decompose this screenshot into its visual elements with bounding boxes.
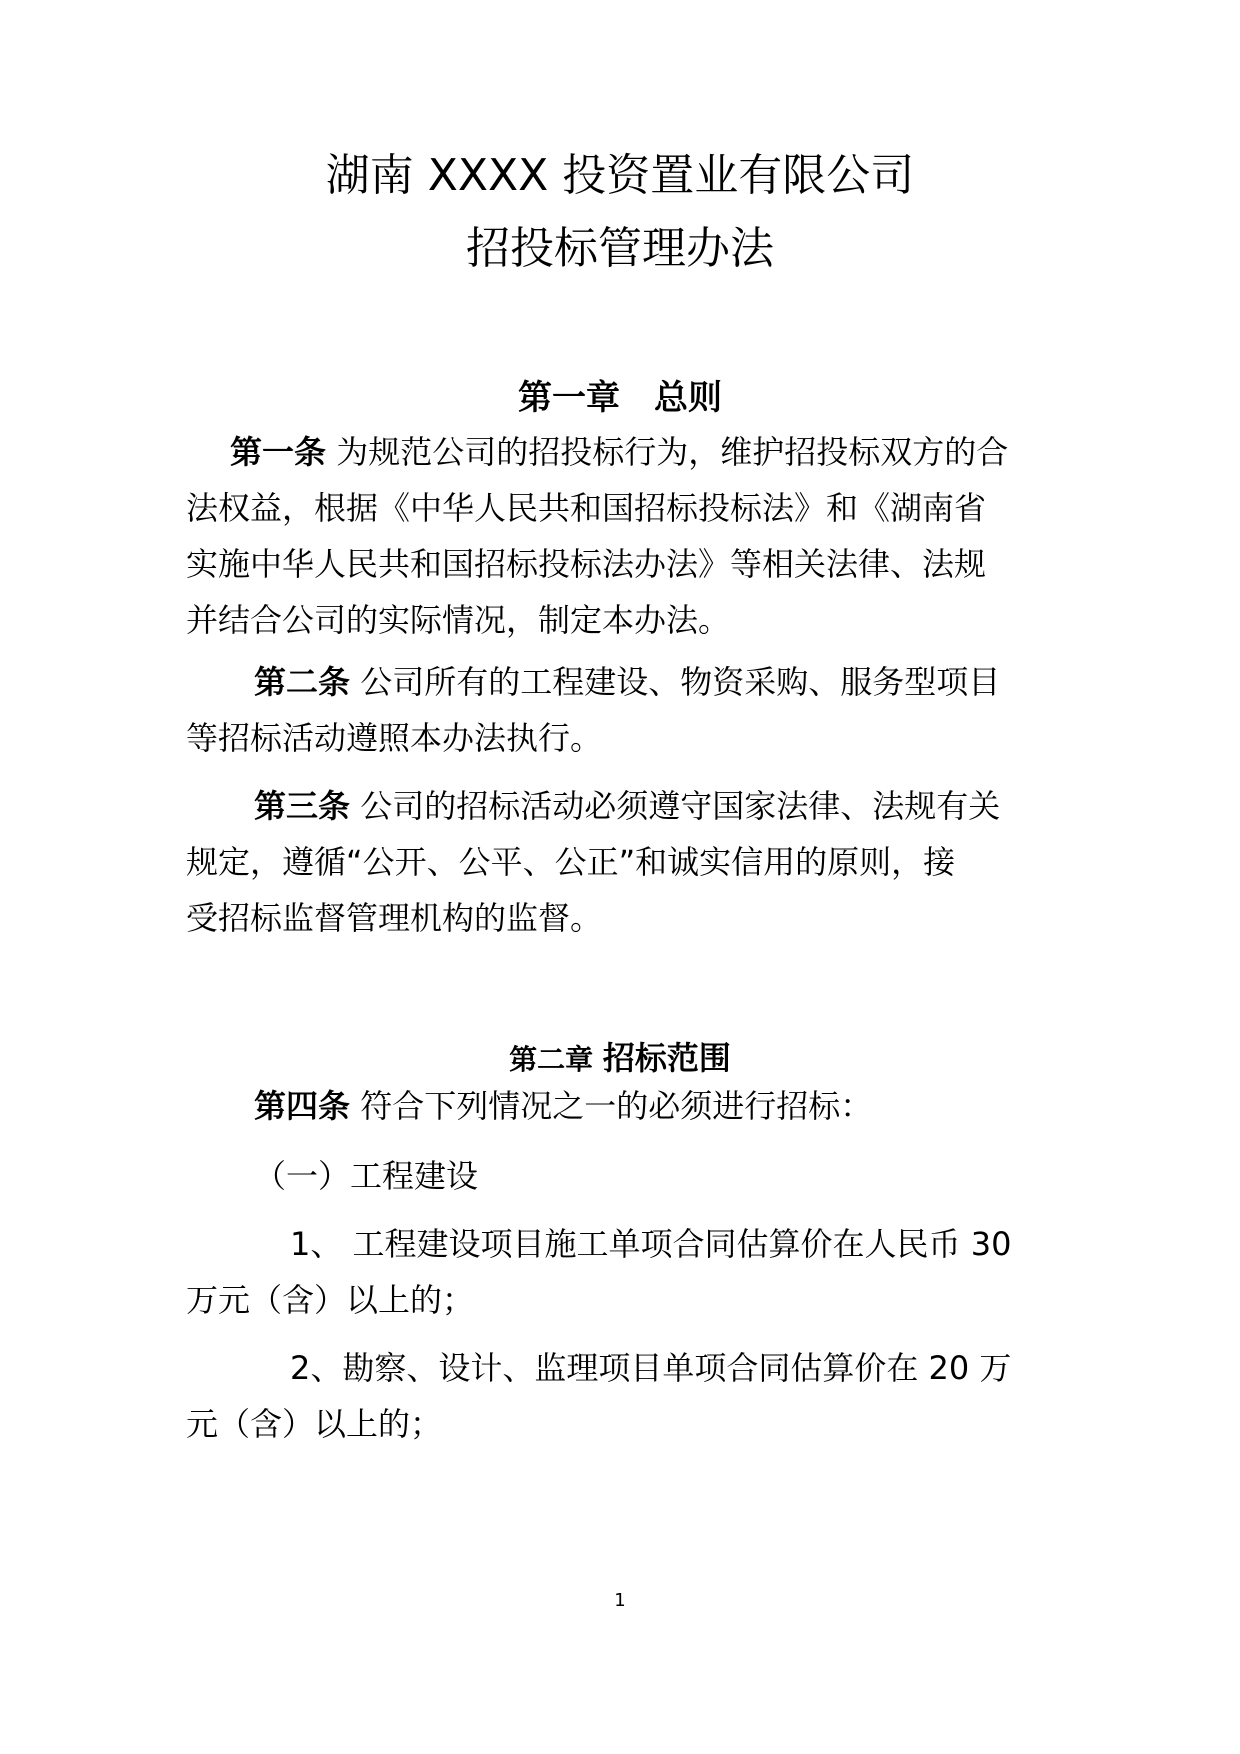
point-1: [186, 1216, 1046, 1328]
article-1-line-3: 实施中华人民共和国招标投标法办法》等相关法律、法规: [186, 545, 987, 583]
article-3-label: 第三条: [254, 787, 351, 825]
article-1-label: 第一条: [230, 433, 327, 471]
article-4-line-1: [186, 1078, 1046, 1134]
chapter-2-number: 第二章: [509, 1043, 603, 1076]
list-item-engineering: [186, 1148, 1046, 1204]
article-3-text-1: 公司的招标活动必须遵守国家法律、法规有关: [350, 787, 1001, 825]
chapter-1-heading: 第一章 总则: [518, 378, 722, 418]
article-3-line-3: 受招标监督管理机构的监督。: [186, 899, 603, 937]
article-3-line-2: 规定，遵循“公开、公平、公正”和诚实信用的原则，接: [186, 843, 956, 881]
document-title-company: 湖南 XXXX 投资置业有限公司: [325, 150, 915, 201]
article-1-line-1: [186, 424, 1046, 480]
point-1-line-1: 1、 工程建设项目施工单项合同估算价在人民币 30: [290, 1225, 1012, 1263]
article-2-line-2: 等招标活动遵照本办法执行。: [186, 719, 603, 757]
article-3: [186, 778, 1046, 946]
point-2-line-1: 2、勘察、设计、监理项目单项合同估算价在 20 万: [290, 1349, 1012, 1387]
page-number: 1: [614, 1590, 626, 1611]
article-1-text-1: 为规范公司的招投标行为，维护招投标双方的合: [326, 433, 1009, 471]
article-1: [186, 424, 1046, 648]
chapter-2-name: 招标范围: [602, 1039, 731, 1077]
article-1-line-2: 法权益，根据《中华人民共和国招标投标法》和《湖南省: [186, 489, 987, 527]
article-4: [186, 1078, 1046, 1134]
article-4-text: 符合下列情况之一的必须进行招标：: [350, 1087, 873, 1125]
list-item-engineering-text: （一）工程建设: [254, 1157, 479, 1195]
point-2-line-2: 元（含）以上的；: [186, 1405, 443, 1443]
article-3-line-1: [186, 778, 1046, 834]
article-2: [186, 654, 1046, 766]
article-2-line-1: [186, 654, 1046, 710]
point-2: [186, 1340, 1046, 1452]
article-2-text-1: 公司所有的工程建设、物资采购、服务型项目: [350, 663, 1001, 701]
document-title-subject: 招投标管理办法: [466, 223, 774, 274]
point-1-line-2: 万元（含）以上的；: [186, 1281, 475, 1319]
article-2-label: 第二条: [254, 663, 351, 701]
article-1-line-4: 并结合公司的实际情况，制定本办法。: [186, 601, 731, 639]
article-4-label: 第四条: [254, 1087, 351, 1125]
